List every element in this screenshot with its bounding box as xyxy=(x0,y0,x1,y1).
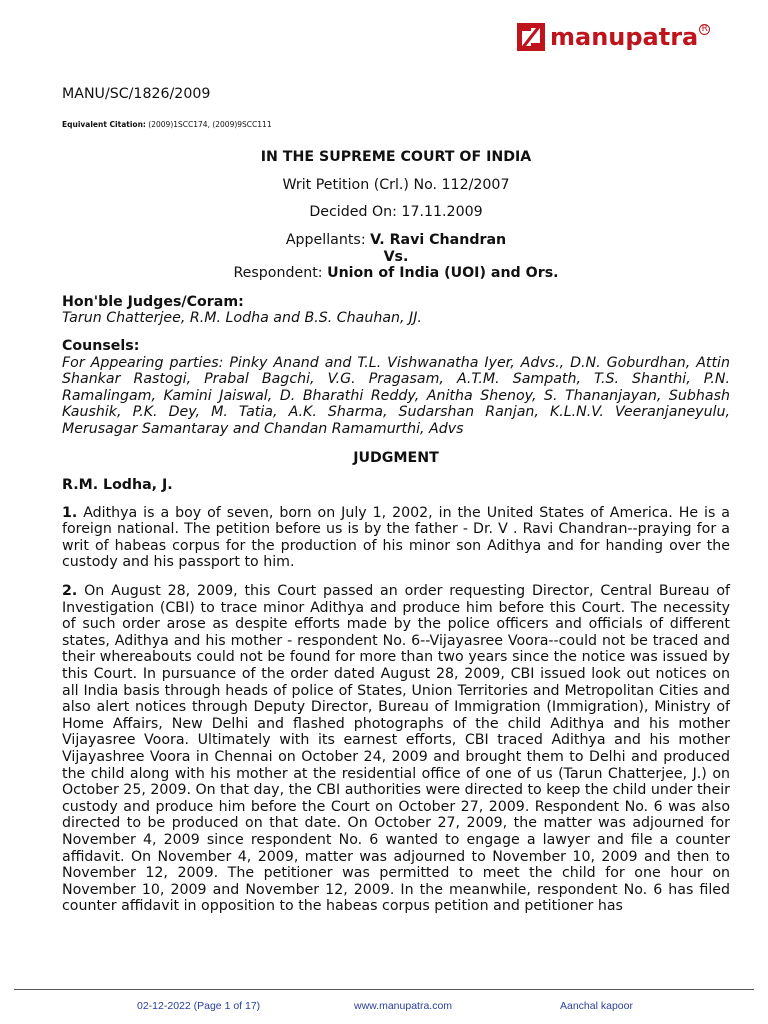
respondent-name: Union of India (UOI) and Ors. xyxy=(327,265,559,282)
logo-text: manupatra xyxy=(550,23,699,51)
writ-petition-number: Writ Petition (Crl.) No. 112/2007 xyxy=(282,176,510,193)
equivalent-citation-value: (2009)1SCC174, (2009)9SCC111 xyxy=(145,119,272,129)
footer-date-page: 02-12-2022 (Page 1 of 17) xyxy=(137,1000,261,1012)
paragraph-text: On August 28, 2009, this Court passed an order requesting Director, Central Bureau of Investigation (CBI) to trace minor Adithya and produce him before this Court. The necessity of such order arose as despite efforts made by the police officers and officials of different states, Adithya and his mother - respondent No. 6--Vijayasree Voora--could not be traced and their whereabouts could not be found for more than two years since the notice was issued by this Court. In pursuance of the order dated August 28, 2009, CBI issued look out notices on all India basis through heads of police of States, Union Territories and Metropolitan Cities and also alert notices through Deputy Director, Bureau of Immigration (Immigration), Ministry of Home Affairs, New Delhi and flashed photographs of the child Adithya and his mother Vijayasree Voora. Ultimately with its earnest efforts, CBI traced Adithya and his mother Vijayashree Voora in Chennai on October 24, 2009 and brought them to Delhi and produced the child along with his mother at the residential office of one of us (Tarun Chatterjee, J.) on October 25, 2009. On that day, the CBI authorities were directed to keep the child under their custody and produce him before the Court on October 27, 2009. Respondent No. 6 was also directed to be produced on that date. On October 27, 2009, the matter was adjourned for November 4, 2009 since respondent No. 6 wanted to engage a lawyer and file a counter affidavit. On November 4, 2009, matter was adjourned to November 10, 2009 and then to November 12, 2009. The petitioner was permitted to meet the child for one hour on November 10, 2009 and November 12, 2009. In the meanwhile, respondent No. 6 has filed counter affidavit in opposition to the habeas corpus petition and petitioner has xyxy=(62,583,730,915)
judges-heading: Hon'ble Judges/Coram: xyxy=(62,293,244,310)
judges-names: Tarun Chatterjee, R.M. Lodha and B.S. Chauhan, JJ. xyxy=(62,310,422,327)
manu-citation: MANU/SC/1826/2009 xyxy=(62,86,211,102)
registered-mark: R xyxy=(699,24,710,35)
court-name: IN THE SUPREME COURT OF INDIA xyxy=(260,149,532,166)
paragraph-number: 1. xyxy=(62,504,78,521)
versus: Vs. xyxy=(383,248,409,265)
versus-line xyxy=(62,249,730,266)
footer-site-link[interactable]: www.manupatra.com xyxy=(354,1000,453,1012)
document-page xyxy=(62,86,730,927)
decided-on: Decided On: 17.11.2009 xyxy=(309,204,483,221)
manupatra-logo xyxy=(516,22,710,52)
appellants-line xyxy=(62,232,730,249)
footer-divider xyxy=(14,989,754,990)
counsels-heading: Counsels: xyxy=(62,337,140,354)
paragraph-1 xyxy=(62,505,730,571)
paragraph-2 xyxy=(62,583,730,915)
judgment-heading: JUDGMENT xyxy=(353,449,439,466)
paragraph-text: Adithya is a boy of seven, born on July 1, 2002, in the United States of America. He is a foreign national. The petition before us is by the father - Dr. V . Ravi Chandran--praying for a writ of habeas corpus for the production of his minor son Adithya and for handing over the custody and his passport to him. xyxy=(62,504,730,571)
respondent-line xyxy=(62,265,730,282)
appellants-label: Appellants: xyxy=(285,231,371,248)
manupatra-logo-icon xyxy=(516,22,546,52)
respondent-label: Respondent: xyxy=(233,265,328,282)
counsels-text: For Appearing parties: Pinky Anand and T.L. Vishwanatha Iyer, Advs., D.N. Goburdhan, Attin Shankar Rastogi, Prabal Bagchi, V.G. Pragasam, A.T.M. Sampath, T.S. Shanthi, P.N. Ramalingam, Kamini Jaiswal, D. Bharathi Reddy, Anitha Shenoy, S. Thananjayan, Subhash Kaushik, P.K. Dey, M. Tatia, A.K. Sharma, Sudarshan Ranjan, K.L.N.V. Veeranjaneyulu, Merusagar Samantaray and Chandan Ramamurthi, Advs xyxy=(62,354,730,437)
footer-user: Aanchal kapoor xyxy=(560,1000,633,1012)
paragraph-number: 2. xyxy=(62,583,78,600)
parties-block xyxy=(62,232,730,282)
equivalent-citation xyxy=(62,117,730,134)
judgment-author: R.M. Lodha, J. xyxy=(62,477,173,494)
appellants-name: V. Ravi Chandran xyxy=(370,231,507,248)
equivalent-citation-label: Equivalent Citation: xyxy=(62,119,146,129)
